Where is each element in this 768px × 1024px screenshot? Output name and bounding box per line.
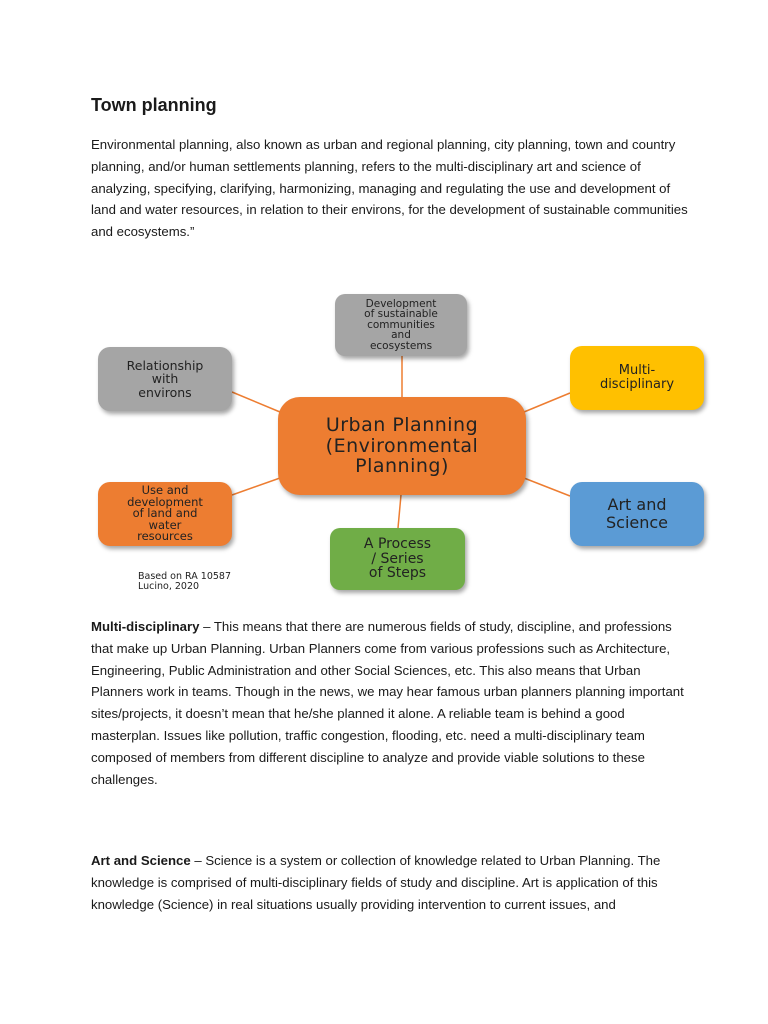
- node-urban-planning: Urban Planning (Environmental Planning): [278, 397, 526, 495]
- urban-planning-diagram: [0, 280, 768, 610]
- intro-paragraph: Environmental planning, also known as urban and regional planning, city planning, town and country planning, and/or human settlements planning, refers to the multi-disciplinary art and science of analyzing, specifying, clarifying, harmonizing, managing and regulating the use and development of land and water resources, in relation to their environs, for the development of sustainable communities and ecosystems.”: [91, 137, 688, 240]
- art-and-science-text: – Science is a system or collection of knowledge related to Urban Planning. The knowledge is comprised of multi-disciplinary fields of study and discipline. Art is application of this knowledge (Science) in real situations usually providing intervention to current issues, and: [91, 853, 661, 912]
- node-land-water-use: Use and development of land and water resources: [98, 482, 232, 546]
- multi-disciplinary-term: Multi-disciplinary: [91, 619, 200, 634]
- connector-left-lower: [232, 478, 280, 495]
- art-and-science-term: Art and Science: [91, 853, 191, 868]
- connector-right-lower: [524, 478, 570, 496]
- connector-right-upper: [524, 393, 570, 412]
- connector-left-upper: [232, 392, 280, 412]
- node-sustainable-development: Development of sustainable communities and ecosystems: [335, 294, 467, 356]
- node-multi-disciplinary: Multi- disciplinary: [570, 346, 704, 410]
- art-and-science-paragraph: [91, 850, 691, 915]
- page-title: Town planning: [91, 95, 217, 115]
- node-process-steps: A Process / Series of Steps: [330, 528, 465, 590]
- multi-disciplinary-paragraph: [91, 616, 691, 790]
- diagram-source-note: Based on RA 10587 Lucino, 2020: [138, 571, 231, 593]
- multi-disciplinary-text: – This means that there are numerous fields of study, discipline, and professions that make up Urban Planning. Urban Planners come from various professions such as Architecture, Engineering, Public Administration and other Social Sciences, etc. This also means that Urban Planners work in teams. Though in the news, we may hear famous urban planners planning important sites/projects, it doesn’t mean that he/she planned it alone. A reliable team is behind a good masterplan. Issues like pollution, traffic congestion, flooding, etc. need a multi-disciplinary team composed of members from different discipline to analyze and provide viable solutions to these challenges.: [91, 619, 684, 787]
- connector-bottom: [398, 495, 401, 528]
- node-relationship-environs: Relationship with environs: [98, 347, 232, 411]
- node-art-and-science: Art and Science: [570, 482, 704, 546]
